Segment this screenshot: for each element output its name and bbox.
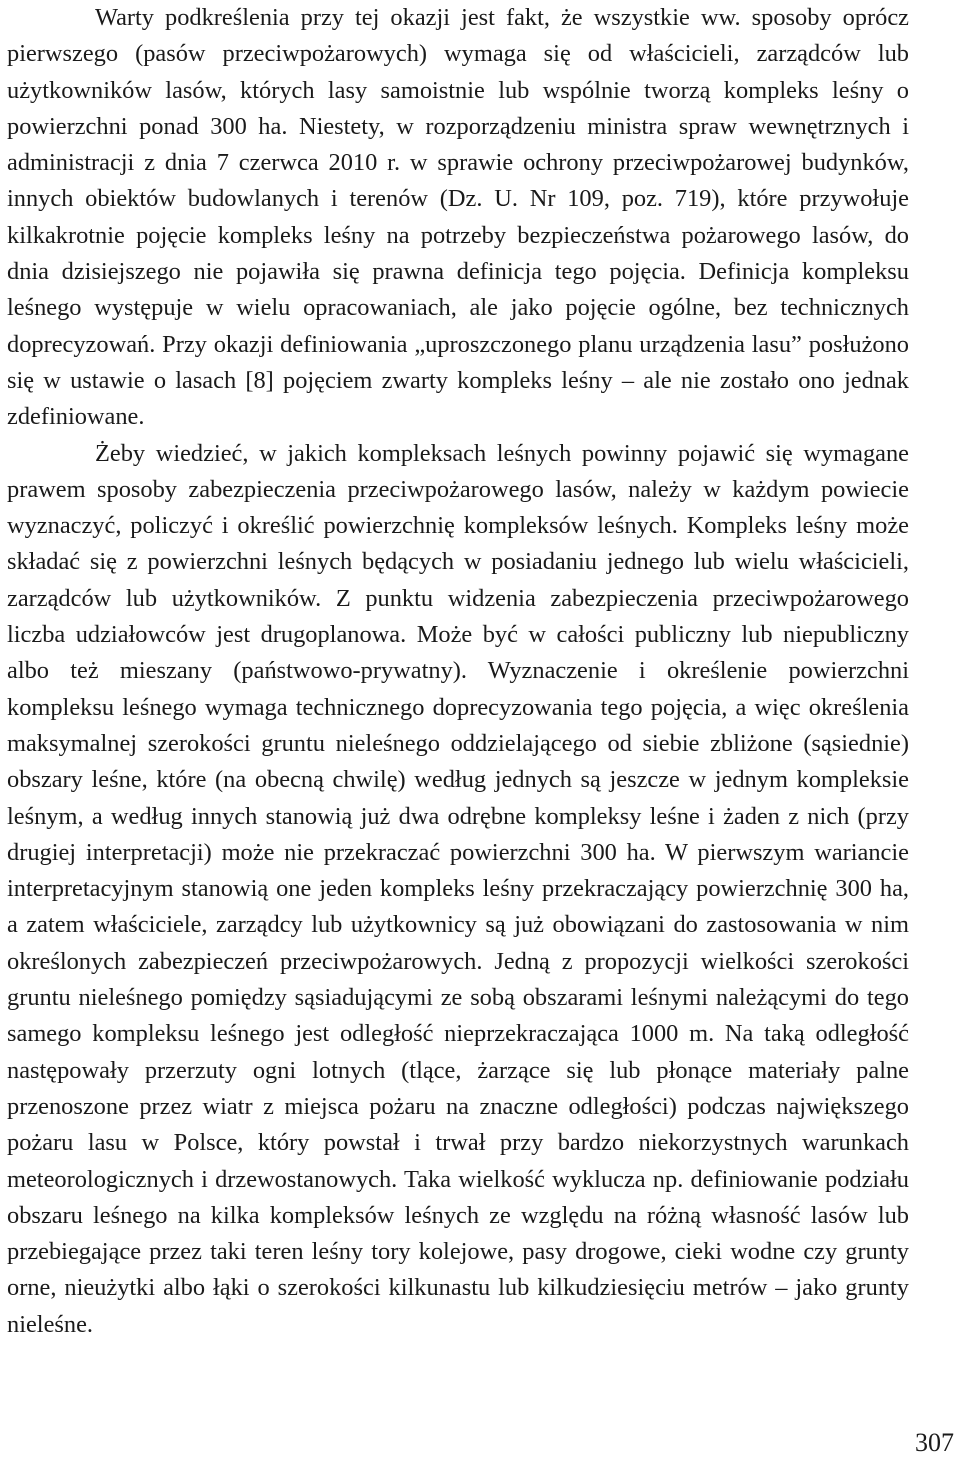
paragraph-2: Żeby wiedzieć, w jakich kompleksach leśnych powinny pojawić się wymagane prawem sposoby zabezpieczenia przeciwpożarowego lasów, należy w każdym powiecie wyznaczyć, policzyć i określić powierzchnię kompleksów leśnych. Kompleks leśny może składać się z powierzchni leśnych będących w posiadaniu jednego lub wielu właścicieli, zarządców lub użytkowników. Z punktu widzenia zabezpieczenia przeciwpożarowego liczba udziałowców jest drugoplanowa. Może być w całości publiczny lub niepubliczny albo też mieszany (państwowo-prywatny). Wyznaczenie i określenie powierzchni kompleksu leśnego wymaga technicznego doprecyzowania tego pojęcia, a więc określenia maksymalnej szerokości gruntu nieleśnego oddzielającego od siebie zbliżone (sąsiednie) obszary leśne, które (na obecną chwilę) według jednych są jeszcze w jednym kompleksie leśnym, a według innych stanowią już dwa odrębne kompleksy leśne i żaden z nich (przy drugiej interpretacji) może nie przekraczać powierzchni 300 ha. W pierwszym wariancie interpretacyjnym stanowią one jeden kompleks leśny przekraczający powierzchnię 300 ha, a zatem właściciele, zarządcy lub użytkownicy są już obowiązani do zastosowania w nim określonych zabezpieczeń przeciwpożarowych. Jedną z propozycji wielkości szerokości gruntu nieleśnego pomiędzy sąsiadującymi ze sobą obszarami leśnymi należącymi do tego samego kompleksu leśnego jest odległość nieprzekraczająca 1000 m. Na taką odległość następowały przerzuty ogni lotnych (tlące, żarzące się lub płonące materiały palne przenoszone przez wiatr z miejsca pożaru na znaczne odległości) podczas największego pożaru lasu w Polsce, który powstał i trwał przy bardzo niekorzystnych warunkach meteorologicznych i drzewostanowych. Taka wielkość wyklucza np. definiowanie podziału obszaru leśnego na kilka kompleksów leśnych ze względu na różną własność lasów lub przebiegające przez taki teren leśny tory kolejowe, pasy drogowe, cieki wodne czy grunty orne, nieużytki albo łąki o szerokości kilkunastu lub kilkudziesięciu metrów – jako grunty nieleśne. (7, 439, 909, 1338)
page-number: 307 (915, 1428, 954, 1457)
document-body (7, 0, 909, 1343)
paragraph-1: Warty podkreślenia przy tej okazji jest fakt, że wszystkie ww. sposoby oprócz pierwszego (pasów przeciwpożarowych) wymaga się od właścicieli, zarządców lub użytkowników lasów, których lasy samoistnie lub wspólnie tworzą kompleks leśny o powierzchni ponad 300 ha. Niestety, w rozporządzeniu ministra spraw wewnętrznych i administracji z dnia 7 czerwca 2010 r. w sprawie ochrony przeciwpożarowej budynków, innych obiektów budowlanych i terenów (Dz. U. Nr 109, poz. 719), które przywołuje kilkakrotnie pojęcie kompleks leśny na potrzeby bezpieczeństwa pożarowego lasów, do dnia dzisiejszego nie pojawiła się prawna definicja tego pojęcia. Definicja kompleksu leśnego występuje w wielu opracowaniach, ale jako pojęcie ogólne, bez technicznych doprecyzowań. Przy okazji definiowania „uproszczonego planu urządzenia lasu” posłużono się w ustawie o lasach [8] pojęciem zwarty kompleks leśny – ale nie zostało ono jednak zdefiniowane. (7, 4, 909, 431)
